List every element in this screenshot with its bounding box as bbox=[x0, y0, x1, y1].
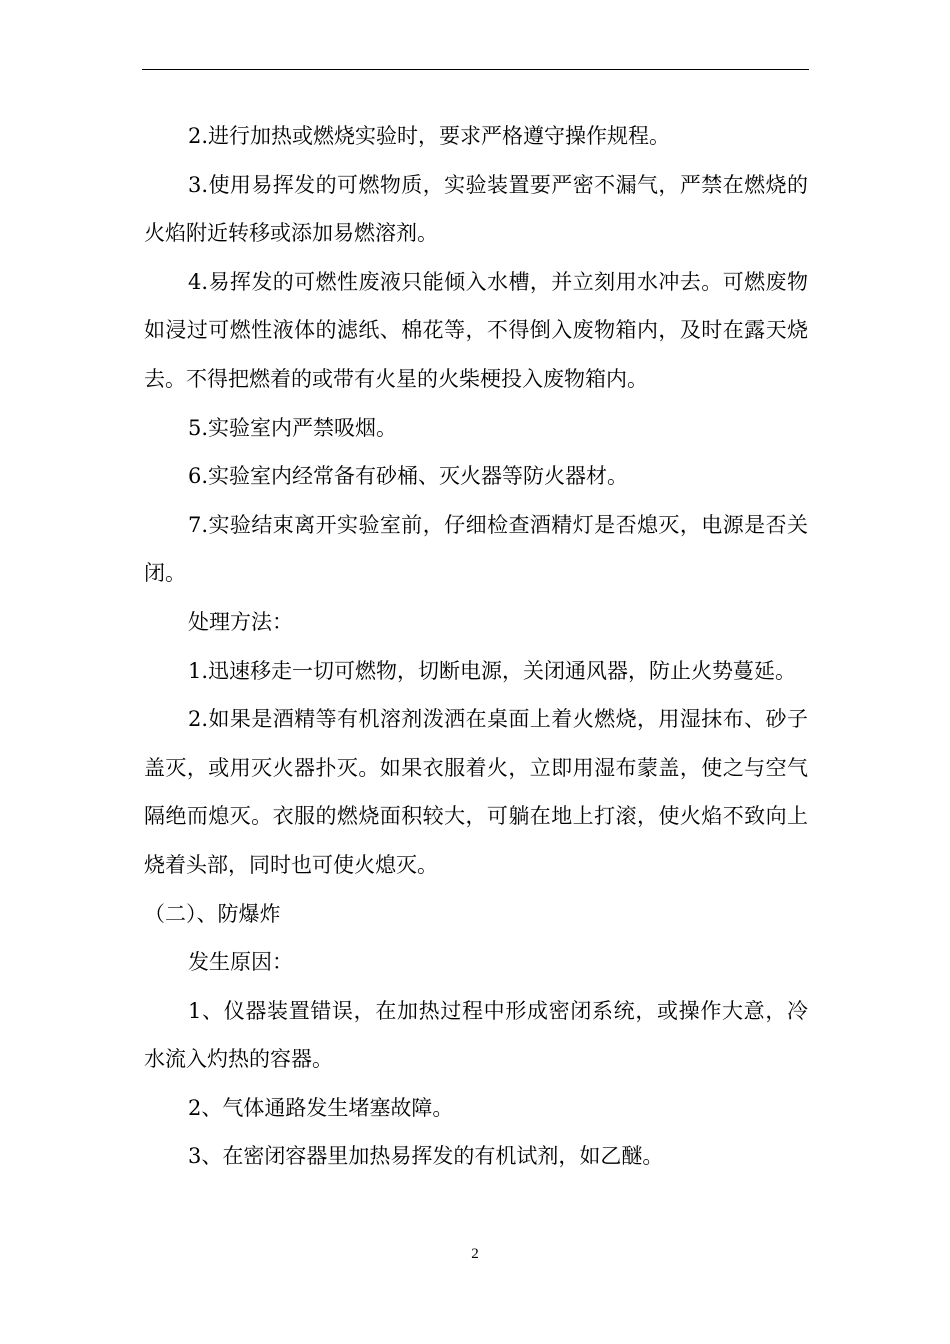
page-number: 2 bbox=[471, 1246, 479, 1262]
section-heading-explosion-prevention: （二）、防爆炸 bbox=[144, 901, 281, 926]
paragraph-volatile-substances: 3.使用易挥发的可燃物质，实验装置要严密不漏气，严禁在燃烧的火焰附近转移或添加易燃溶剂。 bbox=[144, 172, 808, 246]
paragraph-heating-rules: 2.进行加热或燃烧实验时，要求严格遵守操作规程。 bbox=[188, 124, 671, 148]
document-body bbox=[144, 112, 808, 1181]
paragraph-final-check: 7.实验结束离开实验室前，仔细检查酒精灯是否熄灭，电源是否关闭。 bbox=[144, 512, 808, 586]
paragraph-cause-apparatus-error: 1、仪器装置错误，在加热过程中形成密闭系统，或操作大意，冷水流入灼热的容器。 bbox=[144, 998, 808, 1072]
paragraph-cause-gas-blockage: 2、气体通路发生堵塞故障。 bbox=[188, 1095, 454, 1120]
paragraph-causes-label: 发生原因： bbox=[188, 950, 293, 975]
header-rule bbox=[142, 69, 809, 70]
paragraph-fire-equipment: 6.实验室内经常备有砂桶、灭火器等防火器材。 bbox=[188, 464, 629, 489]
paragraph-handling-methods-label: 处理方法： bbox=[188, 609, 293, 634]
paragraph-remove-combustibles: 1.迅速移走一切可燃物，切断电源，关闭通风器，防止火势蔓延。 bbox=[188, 658, 797, 683]
paragraph-extinguish-methods: 2.如果是酒精等有机溶剂泼洒在桌面上着火燃烧，用湿抹布、砂子盖灭，或用灭火器扑灭。如果衣服着火，立即用湿布蒙盖，使之与空气隔绝而熄灭。衣服的燃烧面积较大，可躺在地上打滚，使火焰不致向上烧着头部，同时也可使火熄灭。 bbox=[144, 707, 808, 877]
paragraph-no-smoking: 5.实验室内严禁吸烟。 bbox=[188, 415, 398, 440]
paragraph-waste-disposal: 4.易挥发的可燃性废液只能倾入水槽，并立刻用水冲去。可燃废物如浸过可燃性液体的滤纸、棉花等，不得倒入废物箱内，及时在露天烧去。不得把燃着的或带有火星的火柴梗投入废物箱内。 bbox=[144, 269, 808, 391]
paragraph-cause-sealed-heating: 3、在密闭容器里加热易挥发的有机试剂，如乙醚。 bbox=[188, 1144, 664, 1169]
